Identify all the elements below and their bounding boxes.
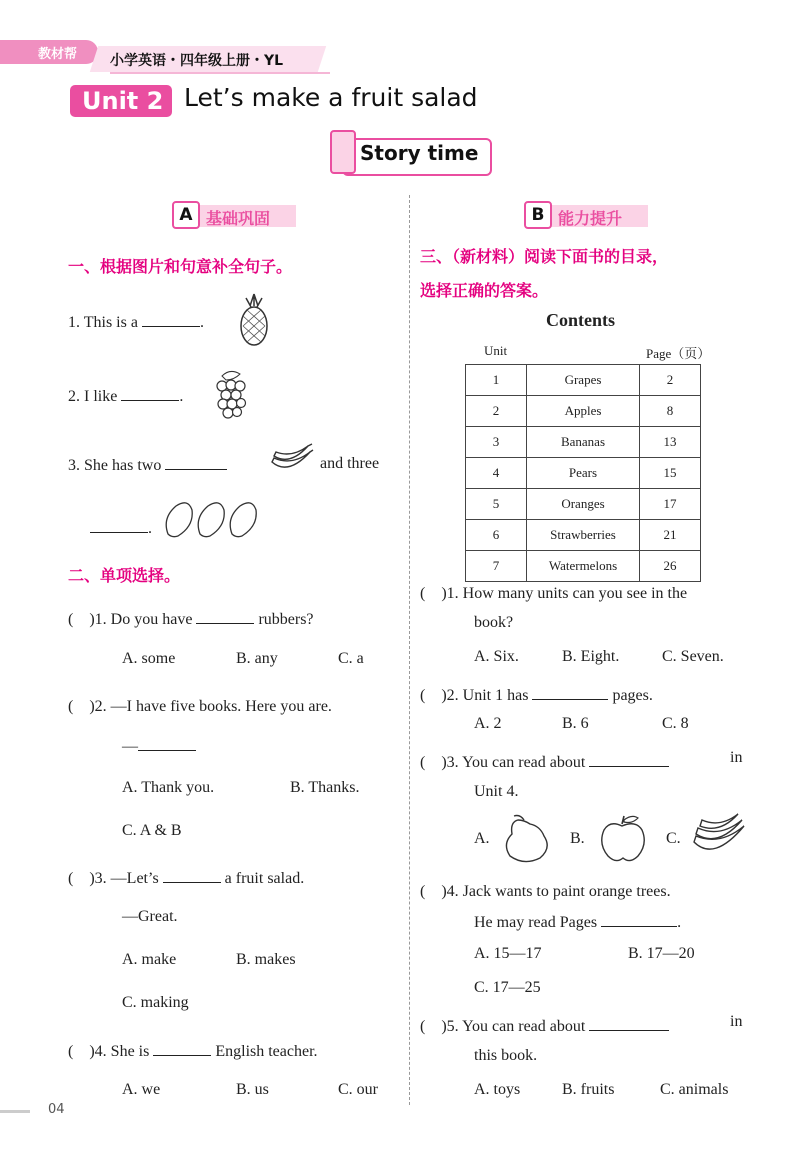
- apple-icon: [596, 812, 650, 864]
- answer-paren[interactable]: ( ): [68, 1043, 95, 1060]
- book-icon: [330, 130, 356, 174]
- contents-table: [465, 364, 701, 582]
- mc-question-2-line2: —: [122, 736, 196, 756]
- answer-blank[interactable]: [165, 455, 227, 470]
- table-row: 4 Pears 15: [466, 458, 701, 489]
- mc2-option-b[interactable]: B. Thanks.: [290, 779, 360, 796]
- bq1-option-a[interactable]: A. Six.: [474, 648, 519, 665]
- header-underline: [110, 72, 330, 74]
- bq4-option-c[interactable]: C. 17—25: [474, 979, 541, 996]
- bananas-icon: [268, 442, 314, 478]
- answer-paren[interactable]: ( ): [68, 611, 95, 628]
- b-question-5: ( )5. You can read about: [420, 1013, 669, 1036]
- book-title: 小学英语・四年级上册・YL: [110, 53, 284, 69]
- answer-blank: [589, 1016, 669, 1031]
- unit-title: Let’s make a fruit salad: [184, 83, 478, 112]
- part2-heading: 二、单项选择。: [68, 566, 181, 585]
- part1-heading: 一、根据图片和句意补全句子。: [68, 257, 293, 276]
- bq1-option-c[interactable]: C. Seven.: [662, 648, 724, 665]
- pear-icon: [500, 812, 554, 864]
- mangoes-icon: [160, 500, 264, 540]
- contents-col-unit: Unit: [484, 343, 508, 358]
- fill-item-1: 1. This is a .: [68, 314, 204, 331]
- unit-badge-label: Unit 2: [82, 87, 164, 115]
- section-b-label: 能力提升: [558, 209, 623, 228]
- header-tab-label: 教材帮: [38, 47, 78, 62]
- answer-blank: [601, 912, 677, 927]
- pineapple-icon: [236, 292, 272, 348]
- b-question-5-line2: this book.: [474, 1047, 538, 1064]
- mc4-option-b[interactable]: B. us: [236, 1081, 269, 1098]
- mc3-option-b[interactable]: B. makes: [236, 951, 296, 968]
- answer-blank: [532, 685, 608, 700]
- answer-blank: [153, 1041, 211, 1056]
- bq1-option-b[interactable]: B. Eight.: [562, 648, 620, 665]
- b-question-3: ( )3. You can read about: [420, 749, 669, 772]
- table-row: 7 Watermelons 26: [466, 551, 701, 582]
- section-a-label: 基础巩固: [206, 209, 271, 228]
- bq3-option-c[interactable]: C.: [666, 830, 681, 847]
- mc4-option-c[interactable]: C. our: [338, 1081, 378, 1098]
- answer-paren[interactable]: ( ): [68, 698, 95, 715]
- answer-paren[interactable]: ( ): [420, 883, 447, 900]
- column-divider: [409, 195, 410, 1105]
- mc1-option-b[interactable]: B. any: [236, 650, 278, 667]
- fill-item-3-cont: .: [90, 518, 152, 538]
- b-question-3-line2: Unit 4.: [474, 783, 519, 800]
- table-row: 2 Apples 8: [466, 396, 701, 427]
- answer-blank[interactable]: [142, 312, 200, 327]
- mc-question-2: ( )2. —I have five books. Here you are.: [68, 698, 332, 715]
- b-question-4-line2: He may read Pages .: [474, 914, 682, 931]
- page-number: 04: [48, 1102, 65, 1117]
- answer-paren[interactable]: ( ): [420, 585, 447, 602]
- mc2-option-c[interactable]: C. A & B: [122, 822, 182, 839]
- answer-paren[interactable]: ( ): [68, 870, 95, 887]
- section-b-letter: B: [524, 201, 552, 229]
- answer-blank[interactable]: [90, 518, 148, 533]
- bq5-option-c[interactable]: C. animals: [660, 1081, 729, 1098]
- answer-blank[interactable]: [121, 386, 179, 401]
- mc-question-4: ( )4. She is English teacher.: [68, 1043, 318, 1060]
- bq5-option-a[interactable]: A. toys: [474, 1081, 521, 1098]
- bq2-option-c[interactable]: C. 8: [662, 715, 689, 732]
- mc1-option-c[interactable]: C. a: [338, 650, 364, 667]
- fill-item-3: 3. She has two: [68, 455, 227, 475]
- b-question-3-tail: in: [730, 749, 743, 766]
- bq2-option-a[interactable]: A. 2: [474, 715, 502, 732]
- answer-blank: [589, 752, 669, 767]
- part3-heading-line2: 选择正确的答案。: [420, 281, 549, 300]
- contents-title: Contents: [546, 310, 616, 330]
- b-question-2: ( )2. Unit 1 has pages.: [420, 687, 653, 704]
- bq3-option-a[interactable]: A.: [474, 830, 490, 847]
- mc4-option-a[interactable]: A. we: [122, 1081, 161, 1098]
- lesson-title: Story time: [360, 141, 479, 165]
- answer-paren[interactable]: ( ): [420, 687, 447, 704]
- mc3-option-c[interactable]: C. making: [122, 994, 189, 1011]
- section-a-letter: A: [172, 201, 200, 229]
- table-row: 5 Oranges 17: [466, 489, 701, 520]
- b-question-5-tail: in: [730, 1013, 743, 1030]
- fill-item-3-tail: and three: [320, 455, 380, 472]
- bq2-option-b[interactable]: B. 6: [562, 715, 589, 732]
- answer-blank: [196, 609, 254, 624]
- table-row: 1 Grapes 2: [466, 365, 701, 396]
- footer-bar: [0, 1110, 30, 1113]
- fill-item-2: 2. I like .: [68, 388, 184, 405]
- bq5-option-b[interactable]: B. fruits: [562, 1081, 615, 1098]
- mc-question-3-line2: —Great.: [122, 908, 178, 925]
- mc2-option-a[interactable]: A. Thank you.: [122, 779, 215, 796]
- bq4-option-b[interactable]: B. 17—20: [628, 945, 695, 962]
- mc-question-1: ( )1. Do you have rubbers?: [68, 611, 314, 628]
- answer-blank: [163, 868, 221, 883]
- b-question-1: ( )1. How many units can you see in the: [420, 585, 688, 602]
- contents-col-page: Page（页）: [646, 346, 711, 361]
- answer-paren[interactable]: ( ): [420, 754, 447, 771]
- table-row: 3 Bananas 13: [466, 427, 701, 458]
- answer-paren[interactable]: ( ): [420, 1018, 447, 1035]
- mc-question-3: ( )3. —Let’s a fruit salad.: [68, 870, 305, 887]
- table-row: 6 Strawberries 21: [466, 520, 701, 551]
- grapes-icon: [212, 368, 248, 422]
- mc1-option-a[interactable]: A. some: [122, 650, 176, 667]
- b-question-1-line2: book?: [474, 614, 514, 631]
- bananas-icon: [690, 812, 748, 862]
- mc3-option-a[interactable]: A. make: [122, 951, 177, 968]
- part3-heading-line1: 三、（新材料）阅读下面书的目录，: [420, 247, 669, 266]
- b-question-4: ( )4. Jack wants to paint orange trees.: [420, 883, 671, 900]
- bq4-option-a[interactable]: A. 15—17: [474, 945, 542, 962]
- answer-blank: [138, 736, 196, 751]
- bq3-option-b[interactable]: B.: [570, 830, 585, 847]
